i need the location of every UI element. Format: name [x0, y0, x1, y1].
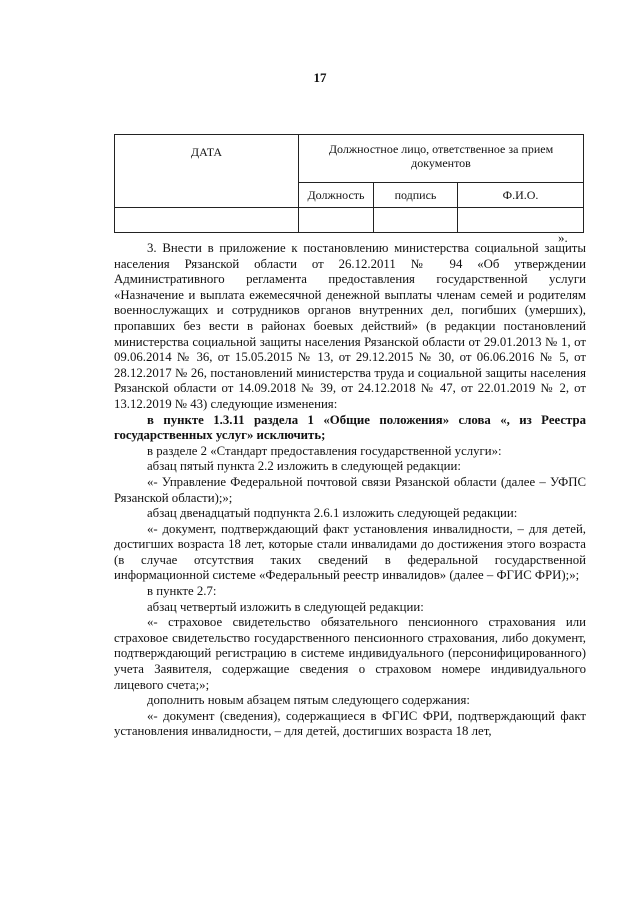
table-cell: [374, 208, 458, 233]
paragraph: «- Управление Федеральной почтовой связи Рязанской области (далее – УФПС Рязанской области);»;: [114, 474, 586, 505]
paragraph: абзац пятый пункта 2.2 изложить в следующей редакции:: [147, 459, 461, 474]
acceptance-table: [114, 134, 584, 233]
paragraph: в разделе 2 «Стандарт предоставления государственной услуги»:: [147, 443, 502, 458]
table-cell: [458, 208, 584, 233]
document-body: [114, 241, 586, 740]
date-header: ДАТА: [190, 145, 223, 159]
paragraph: «- документ (сведения), содержащиеся в ФГИС ФРИ, подтверждающий факт установления инвалидности, – для детей, достигших возраста 18 лет,: [114, 708, 586, 739]
column-signature: подпись: [374, 183, 458, 208]
table-cell: [299, 208, 374, 233]
paragraph: дополнить новым абзацем пятым следующего содержания:: [147, 693, 470, 708]
official-header: Должностное лицо, ответственное за прием документов: [328, 142, 554, 170]
table-cell: [115, 208, 299, 233]
official-header-cell: [299, 135, 584, 183]
column-full-name: Ф.И.О.: [458, 183, 584, 208]
table-row: [115, 208, 584, 233]
table-header-row: [115, 135, 584, 183]
column-position: Должность: [299, 183, 374, 208]
paragraph: «- страховое свидетельство обязательного пенсионного страхования или страховое свидетельство государственного пенсионного страхования, либо документ, подтверждающий регистрацию в системе индивидуального (персонифицированного) учета Заявителя, содержащие сведения о страховом номере индивидуального лицевого счета;»;: [114, 615, 586, 692]
page-number: 17: [313, 70, 327, 85]
paragraph: «- документ, подтверждающий факт установления инвалидности, – для детей, достигших возраста 18 лет, которые стали инвалидами до достижения этого возраста (в случае отсутствия таких сведений в федеральной государственной информационной системе «Федеральный реестр инвалидов» (далее – ФГИС ФРИ);»;: [114, 521, 586, 583]
closing-quote: ».: [558, 230, 568, 245]
date-header-cell: [115, 135, 299, 208]
paragraph: 3. Внести в приложение к постановлению министерства социальной защиты населения Рязанской области от 26.12.2011 № 94 «Об утверждении Административного регламента предоставления государственной услуги «Назначение и выплата ежемесячной денежной выплаты членам семей и родителям военнослужащих и сотрудников органов внутренних дел, погибших (умерших), пропавших без вести в районах боевых действий» (в редакции постановлений министерства социальной защиты населения Рязанской области от 29.01.2013 № 1, от 09.06.2014 № 36, от 15.05.2015 № 13, от 29.12.2015 № 30, от 06.06.2016 № 5, от 28.12.2017 № 26, постановлений министерства труда и социальной защиты населения Рязанской области от 14.09.2018 № 39, от 24.12.2018 № 47, от 22.01.2019 № 2, от 13.12.2019 № 43) следующие изменения:: [114, 241, 586, 411]
paragraph: в пункте 2.7:: [147, 584, 217, 599]
paragraph: в пункте 1.3.11 раздела 1 «Общие положения» слова «, из Реестра государственных услуг» исключить;: [114, 412, 586, 443]
paragraph: абзац четвертый изложить в следующей редакции:: [147, 599, 424, 614]
paragraph: абзац двенадцатый подпункта 2.6.1 изложить следующей редакции:: [147, 506, 518, 521]
